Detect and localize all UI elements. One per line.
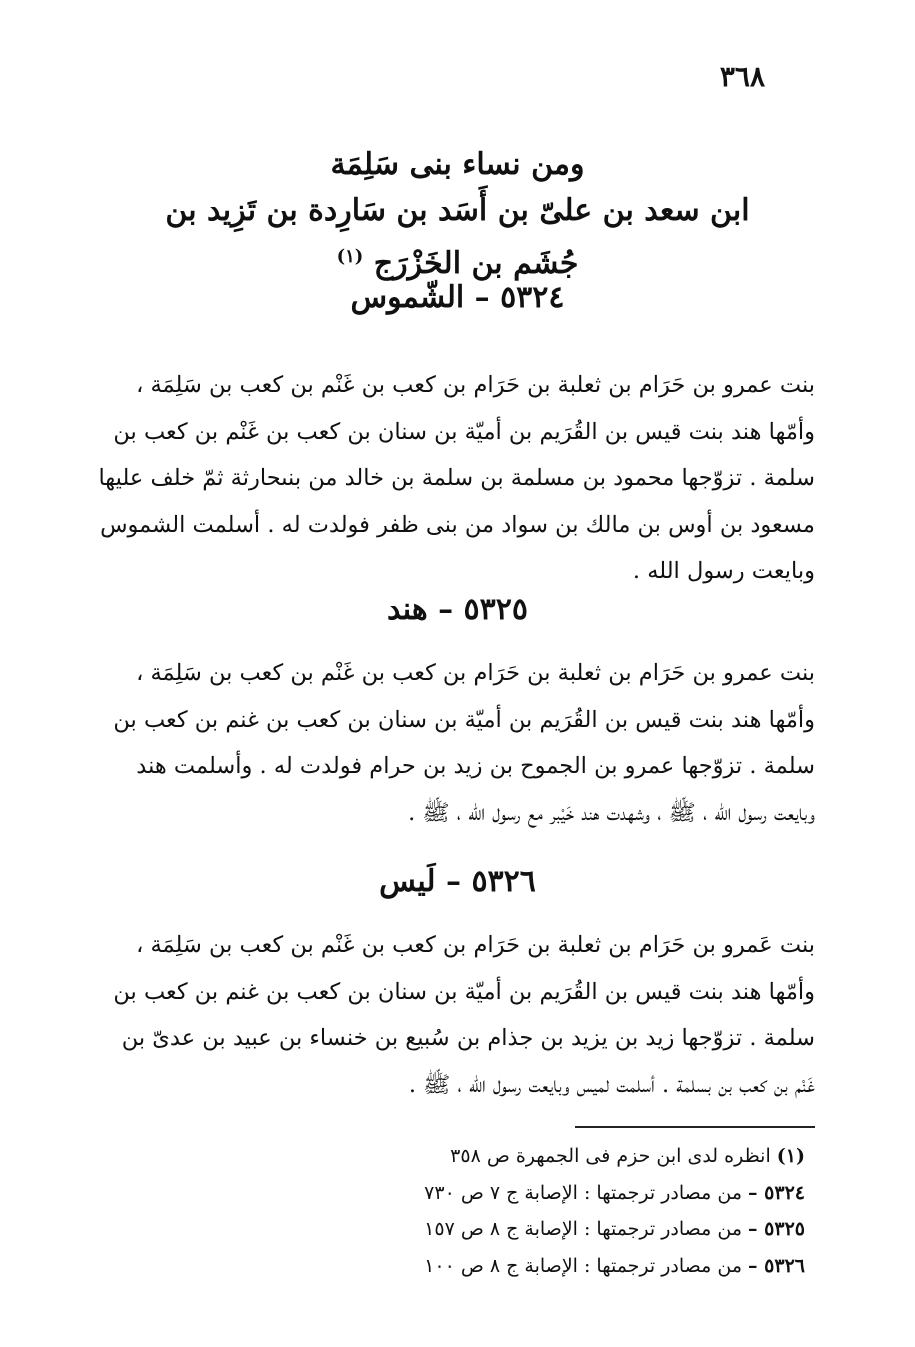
footnote-number: (١): [776, 1145, 805, 1167]
text-line: بنت عَمرو بن حَرَام بن ثعلبة بن حَرَام بن كعب بن غَنْم بن كعب بن سَلِمَة ،: [136, 932, 815, 958]
text-line: مسعود بن أوس بن مالك بن سواد من بنى ظفر فولدت له . أسلمت الشموس: [100, 511, 815, 538]
text-line: وأمّها هند بنت قيس بن القُرَيم بن أميّة بن سنان بن كعب بن غنم بن كعب بن: [113, 978, 815, 1005]
text-line: سلمة . تزوّجها محمود بن مسلمة بن سلمة بن خالد من بنىحارثة ثمّ خلف عليها: [98, 465, 815, 491]
footnote-item: [150, 1138, 805, 1175]
footnotes: [150, 1138, 805, 1284]
footnote-item: [150, 1211, 805, 1248]
text-line: وبايعت رسول الله .: [632, 558, 815, 584]
footnote-text: من مصادر ترجمتها : الإصابة ج ٨ ص ١٥٧: [424, 1218, 742, 1240]
text-line: سلمة . تزوّجها عمرو بن الجموح بن زيد بن حرام فولدت له . وأسلمت هند: [136, 753, 815, 779]
footnote-reference: (١): [336, 246, 364, 267]
entry-body-5326: [92, 922, 815, 1108]
footnote-text: من مصادر ترجمتها : الإصابة ج ٧ ص ٧٣٠: [424, 1181, 742, 1204]
page-number: ٣٦٨: [719, 60, 765, 93]
entry-title-5326: ٥٣٢٦ – لَيس: [379, 864, 536, 899]
footnote-number: ٥٣٢٤ –: [748, 1181, 805, 1204]
footnote-number: ٥٣٢٦ –: [748, 1254, 805, 1277]
entry-title-5325: ٥٣٢٥ – هند: [387, 592, 528, 627]
text-line: وأمّها هند بنت قيس بن القُرَيم بن أميّة بن سنان بن كعب بن غنم بن كعب بن: [113, 706, 815, 733]
footnote-number: ٥٣٢٥ –: [748, 1218, 805, 1240]
heading-line-3-text: جُشَم بن الخَزْرَج: [373, 246, 579, 281]
text-line: بنت عمرو بن حَرَام بن ثعلبة بن حَرَام بن كعب بن غَنْم بن كعب بن سَلِمَة ،: [136, 372, 815, 398]
entry-title-5324: ٥٣٢٤ – الشّموس: [350, 280, 565, 315]
section-heading: [90, 142, 825, 287]
entry-body-5324: [92, 362, 815, 595]
text-line: سلمة . تزوّجها زيد بن يزيد بن جذام بن سُبيع بن خنساء بن عبيد بن عدىّ بن: [121, 1025, 815, 1051]
footnote-text: انظره لدى ابن حزم فى الجمهرة ص ٣٥٨: [450, 1145, 771, 1167]
footnote-item: [150, 1175, 805, 1212]
footnote-divider: [575, 1126, 815, 1128]
footnote-text: من مصادر ترجمتها : الإصابة ج ٨ ص ١٠٠: [424, 1254, 742, 1277]
footnote-item: [150, 1248, 805, 1285]
text-line: غَنْم بن كعب بن بسلمة . أسلمت لميس وبايعت رسول الله ، ﷺ .: [408, 1071, 815, 1098]
text-line: وبايعت رسول الله ، ﷺ ، وشهدت هند خَيْبر مع رسول الله ، ﷺ .: [408, 799, 815, 826]
entry-body-5325: [92, 650, 815, 836]
heading-line-2: ابن سعد بن علىّ بن أَسَد بن سَارِدة بن تَزِيد بن: [165, 193, 750, 228]
heading-line-1: ومن نساء بنى سَلِمَة: [330, 147, 585, 182]
text-line: وأمّها هند بنت قيس بن القُرَيم بن أميّة بن سنان بن كعب بن غَنْم بن كعب بن: [113, 418, 815, 445]
text-line: بنت عمرو بن حَرَام بن ثعلبة بن حَرَام بن كعب بن غَنْم بن كعب بن سَلِمَة ،: [136, 660, 815, 686]
